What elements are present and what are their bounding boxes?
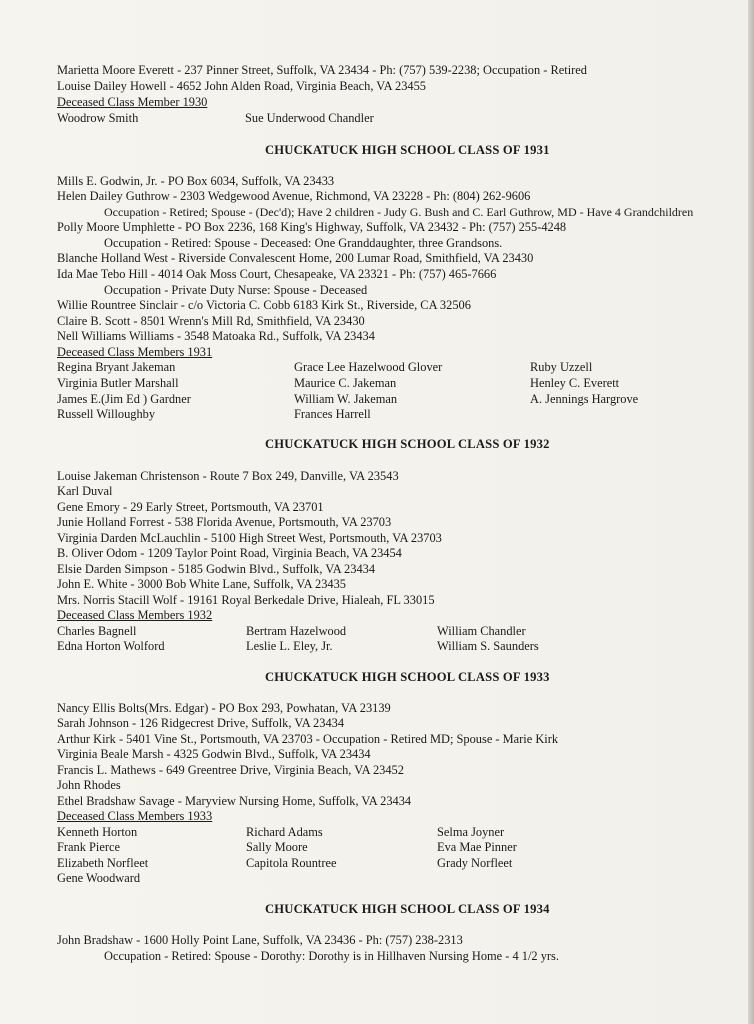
text-line: Elsie Darden Simpson - 5185 Godwin Blvd., Suffolk, VA 23434 bbox=[57, 562, 376, 576]
section-title: CHUCKATUCK HIGH SCHOOL CLASS OF 1932 bbox=[265, 437, 550, 451]
deceased-name: Ruby Uzzell bbox=[530, 360, 593, 374]
text-line: Occupation - Retired: Spouse - Deceased: One Granddaughter, three Grandsons. bbox=[104, 236, 503, 250]
deceased-name: Sue Underwood Chandler bbox=[245, 111, 374, 125]
deceased-name: Sally Moore bbox=[246, 840, 308, 854]
text-line: Francis L. Mathews - 649 Greentree Drive, Virginia Beach, VA 23452 bbox=[57, 763, 404, 777]
deceased-heading: Deceased Class Members 1931 bbox=[57, 345, 213, 359]
text-line: Nancy Ellis Bolts(Mrs. Edgar) - PO Box 293, Powhatan, VA 23139 bbox=[57, 701, 391, 715]
text-line: Gene Emory - 29 Early Street, Portsmouth, VA 23701 bbox=[57, 500, 324, 514]
deceased-name: Edna Horton Wolford bbox=[57, 639, 165, 653]
section-title: CHUCKATUCK HIGH SCHOOL CLASS OF 1933 bbox=[265, 670, 550, 684]
text-line: John Bradshaw - 1600 Holly Point Lane, Suffolk, VA 23436 - Ph: (757) 238-2313 bbox=[57, 933, 463, 947]
text-line: Mills E. Godwin, Jr. - PO Box 6034, Suffolk, VA 23433 bbox=[57, 174, 335, 188]
deceased-name: Elizabeth Norfleet bbox=[57, 856, 149, 870]
deceased-name: Grady Norfleet bbox=[437, 856, 513, 870]
text-line: Louise Jakeman Christenson - Route 7 Box 249, Danville, VA 23543 bbox=[57, 469, 399, 483]
page-edge bbox=[748, 0, 754, 1024]
text-line: Nell Williams Williams - 3548 Matoaka Rd., Suffolk, VA 23434 bbox=[57, 329, 375, 343]
deceased-name: Virginia Butler Marshall bbox=[57, 376, 179, 390]
deceased-name: Eva Mae Pinner bbox=[437, 840, 517, 854]
text-line: Blanche Holland West - Riverside Convalescent Home, 200 Lumar Road, Smithfield, VA 23430 bbox=[57, 251, 534, 265]
deceased-name: William Chandler bbox=[437, 624, 526, 638]
text-line: B. Oliver Odom - 1209 Taylor Point Road, Virginia Beach, VA 23454 bbox=[57, 546, 402, 560]
deceased-heading: Deceased Class Members 1932 bbox=[57, 608, 213, 622]
deceased-name: Charles Bagnell bbox=[57, 624, 137, 638]
text-line: Arthur Kirk - 5401 Vine St., Portsmouth, VA 23703 - Occupation - Retired MD; Spouse - Marie Kirk bbox=[57, 732, 559, 746]
text-line: Mrs. Norris Stacill Wolf - 19161 Royal Berkedale Drive, Hialeah, FL 33015 bbox=[57, 593, 435, 607]
deceased-name: A. Jennings Hargrove bbox=[530, 392, 639, 406]
deceased-name: Bertram Hazelwood bbox=[246, 624, 347, 638]
deceased-name: Frances Harrell bbox=[294, 407, 371, 421]
deceased-name: Leslie L. Eley, Jr. bbox=[246, 639, 333, 653]
deceased-name: Kenneth Horton bbox=[57, 825, 138, 839]
text-line: Sarah Johnson - 126 Ridgecrest Drive, Suffolk, VA 23434 bbox=[57, 716, 345, 730]
text-line: Helen Dailey Guthrow - 2303 Wedgewood Avenue, Richmond, VA 23228 - Ph: (804) 262-9606 bbox=[57, 189, 531, 203]
deceased-name: James E.(Jim Ed ) Gardner bbox=[57, 392, 191, 406]
deceased-name: Gene Woodward bbox=[57, 871, 141, 885]
text-line: Virginia Beale Marsh - 4325 Godwin Blvd., Suffolk, VA 23434 bbox=[57, 747, 371, 761]
deceased-heading: Deceased Class Member 1930 bbox=[57, 95, 208, 109]
text-line: Occupation - Private Duty Nurse: Spouse - Deceased bbox=[104, 283, 368, 297]
text-line: Karl Duval bbox=[57, 484, 113, 498]
text-line: Occupation - Retired; Spouse - (Dec'd); Have 2 children - Judy G. Bush and C. Earl Guthrow, MD - Have 4 Grandchildren bbox=[104, 205, 694, 219]
deceased-heading: Deceased Class Members 1933 bbox=[57, 809, 213, 823]
deceased-name: William S. Saunders bbox=[437, 639, 539, 653]
deceased-name: Frank Pierce bbox=[57, 840, 120, 854]
deceased-name: Richard Adams bbox=[246, 825, 323, 839]
text-line: Occupation - Retired: Spouse - Dorothy: Dorothy is in Hillhaven Nursing Home - 4 1/2 yrs. bbox=[104, 949, 559, 963]
text-line: Willie Rountree Sinclair - c/o Victoria C. Cobb 6183 Kirk St., Riverside, CA 32506 bbox=[57, 298, 471, 312]
text-line: Marietta Moore Everett - 237 Pinner Street, Suffolk, VA 23434 - Ph: (757) 539-2238; Occupation - Retired bbox=[57, 63, 587, 77]
deceased-name: Henley C. Everett bbox=[530, 376, 620, 390]
text-line: John Rhodes bbox=[57, 778, 121, 792]
deceased-name: Russell Willoughby bbox=[57, 407, 156, 421]
deceased-name: Selma Joyner bbox=[437, 825, 505, 839]
text-line: Ida Mae Tebo Hill - 4014 Oak Moss Court, Chesapeake, VA 23321 - Ph: (757) 465-7666 bbox=[57, 267, 497, 281]
deceased-name: Grace Lee Hazelwood Glover bbox=[294, 360, 443, 374]
text-line: Polly Moore Umphlette - PO Box 2236, 168 King's Highway, Suffolk, VA 23432 - Ph: (757) 255-4248 bbox=[57, 220, 567, 234]
deceased-name: William W. Jakeman bbox=[294, 392, 398, 406]
section-title: CHUCKATUCK HIGH SCHOOL CLASS OF 1934 bbox=[265, 902, 550, 916]
text-line: Junie Holland Forrest - 538 Florida Avenue, Portsmouth, VA 23703 bbox=[57, 515, 392, 529]
text-line: Ethel Bradshaw Savage - Maryview Nursing Home, Suffolk, VA 23434 bbox=[57, 794, 412, 808]
text-line: Claire B. Scott - 8501 Wrenn's Mill Rd, Smithfield, VA 23430 bbox=[57, 314, 365, 328]
text-line: Louise Dailey Howell - 4652 John Alden Road, Virginia Beach, VA 23455 bbox=[57, 79, 426, 93]
deceased-name: Regina Bryant Jakeman bbox=[57, 360, 176, 374]
deceased-name: Woodrow Smith bbox=[57, 111, 139, 125]
deceased-name: Capitola Rountree bbox=[246, 856, 337, 870]
deceased-name: Maurice C. Jakeman bbox=[294, 376, 397, 390]
text-line: Virginia Darden McLauchlin - 5100 High Street West, Portsmouth, VA 23703 bbox=[57, 531, 442, 545]
section-title: CHUCKATUCK HIGH SCHOOL CLASS OF 1931 bbox=[265, 143, 550, 157]
text-line: John E. White - 3000 Bob White Lane, Suffolk, VA 23435 bbox=[57, 577, 346, 591]
